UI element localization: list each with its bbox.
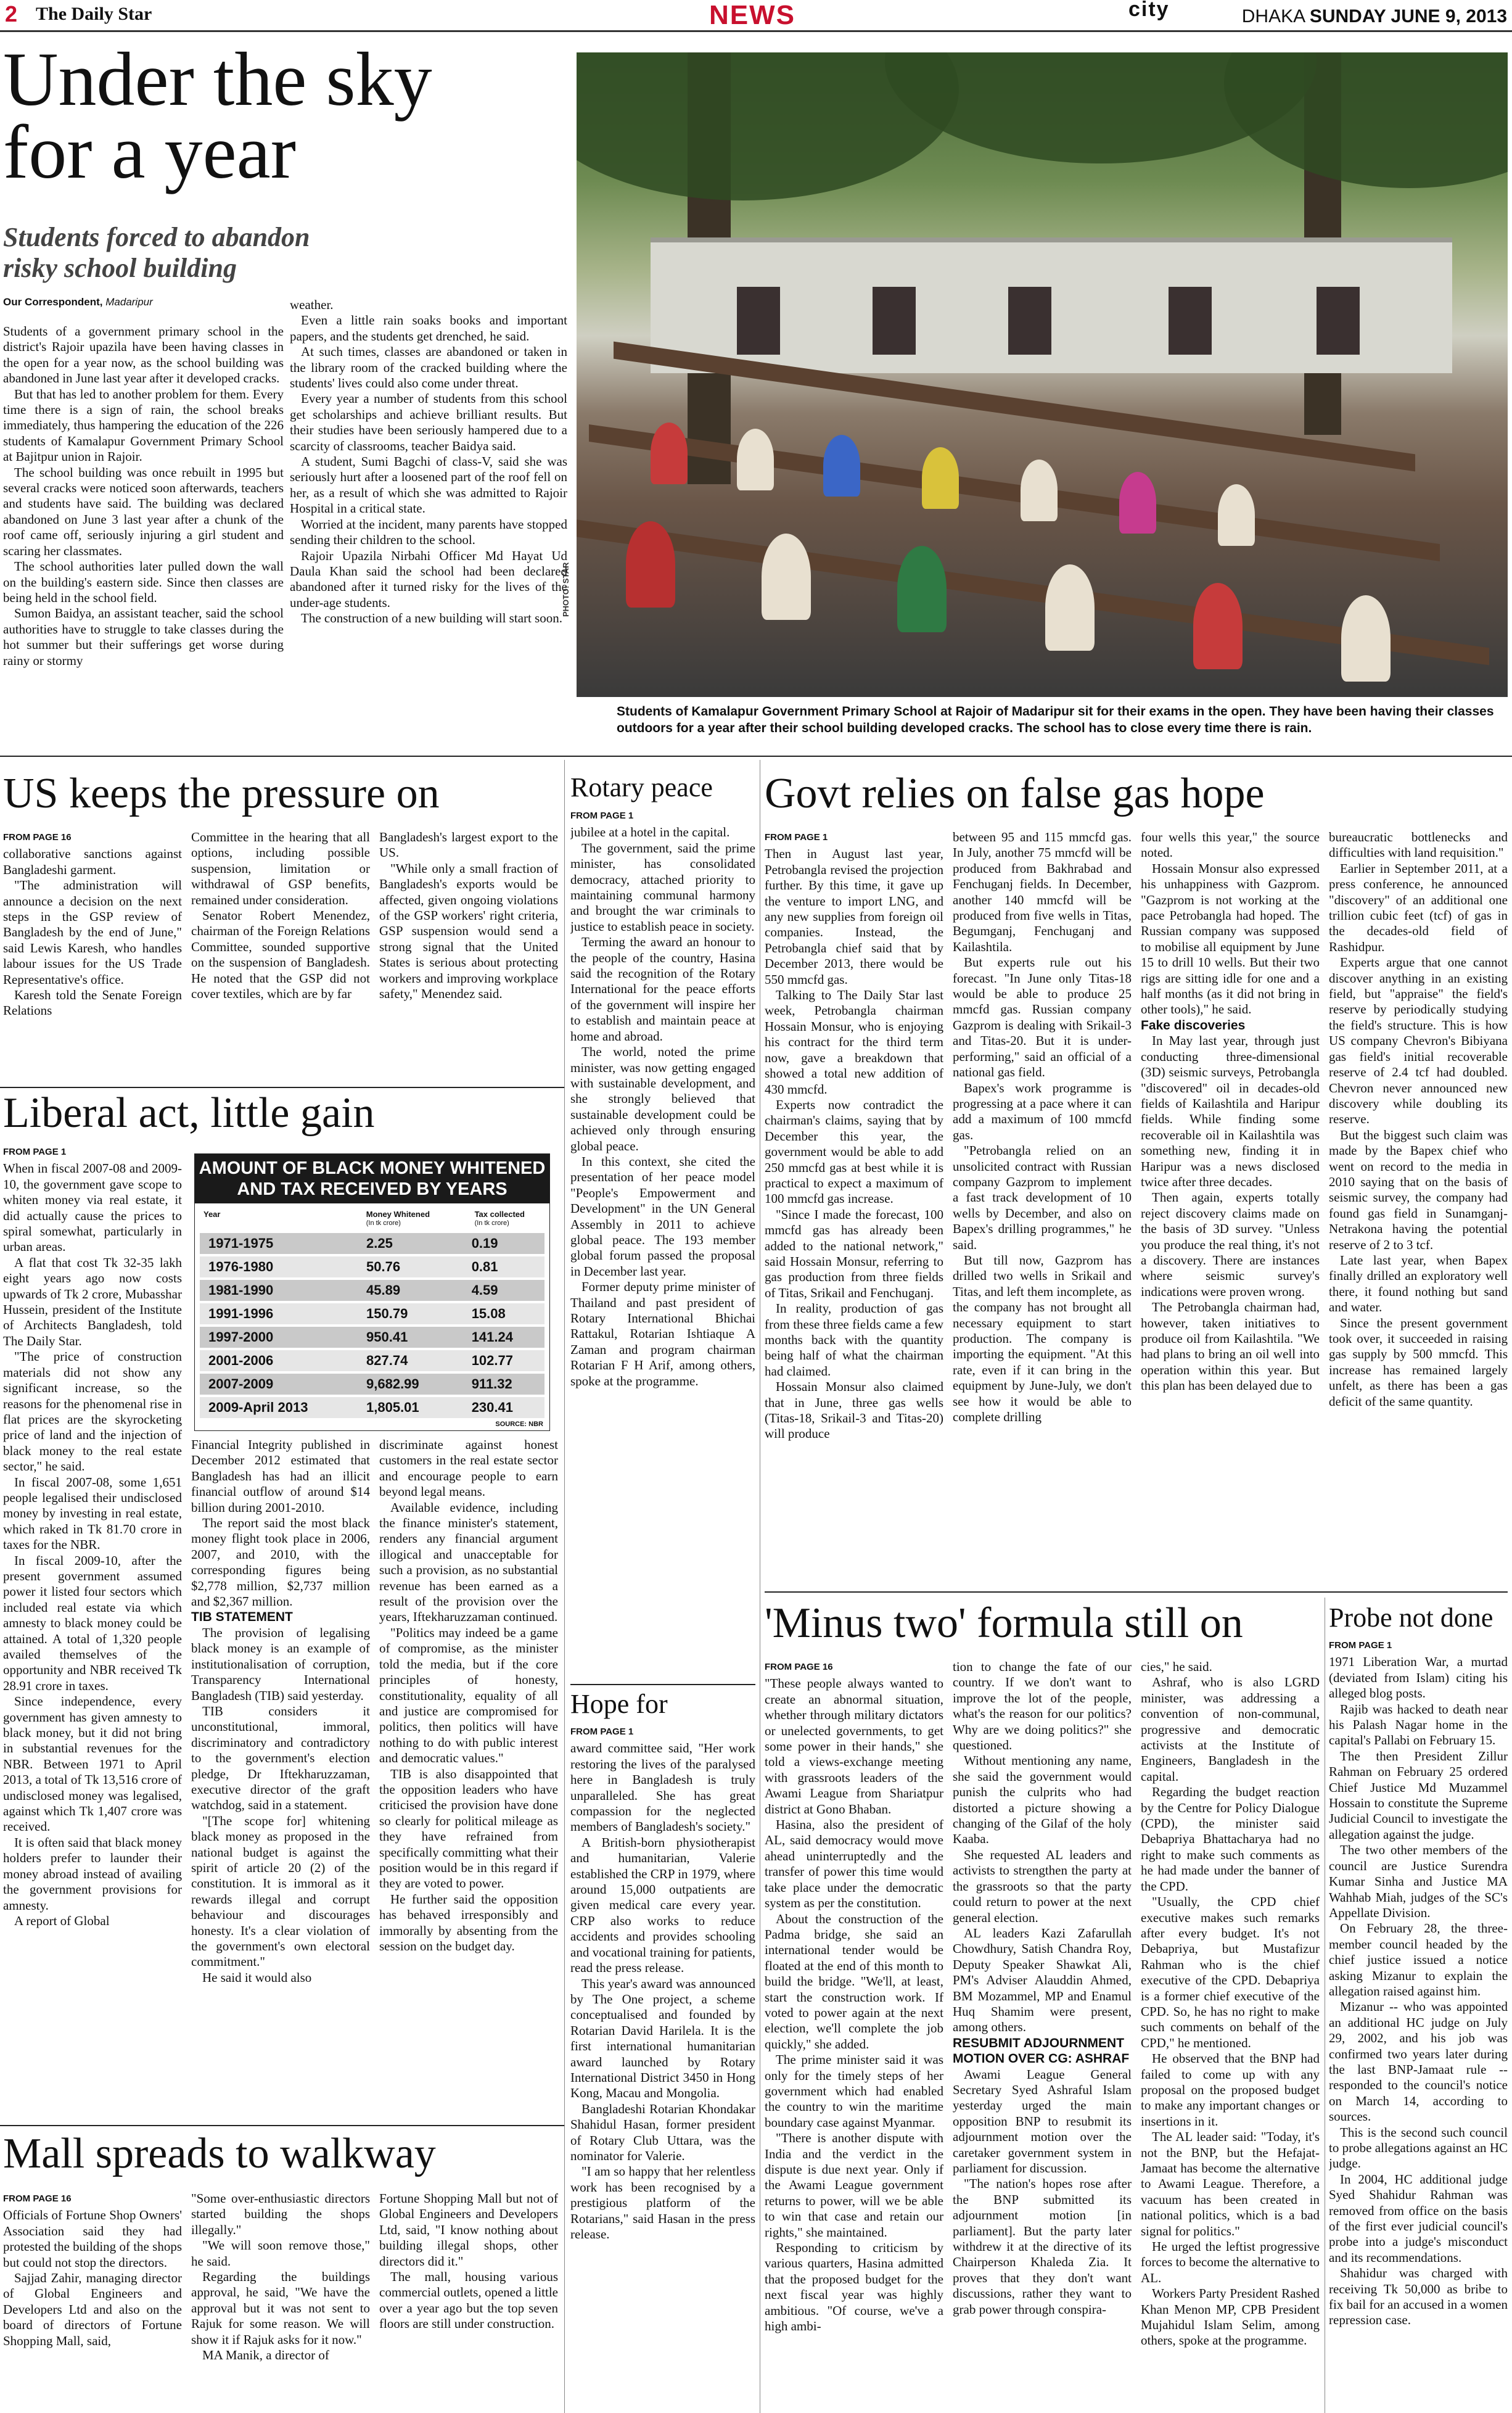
table-header	[195, 1203, 549, 1231]
paragraph: Since the present government took over, it succeeded in raising gas supply by 500 mmcfd. This increase has remained largely unfelt, as there has been a gas deficit of the same quantity.	[1329, 1315, 1508, 1409]
paragraph: The prime minister said it was only for the timely steps of her government which had enabled the country to win the maritime boundary case against Myanmar.	[765, 2052, 943, 2130]
paragraph: The AL leader said: "Today, it's not the BNP, but the Hefajat-Jamaat has become the alternative to Awami League. Therefore, a vacuum has been created in national politics, which is a bad signal for politics."	[1141, 2129, 1320, 2238]
paragraph: The Petrobangla chairman had, however, taken initiatives to produce oil from Kailashtila. "We had plans to bring an oil well into operation within this year. But this plan has been delayed due to	[1141, 1300, 1320, 1393]
probe-col	[1329, 1638, 1508, 2410]
paragraph: Regarding the buildings approval, he said, "We have the approval but it was not sent to Rajuk for some reason. We will show it if Rajuk asks for it now."	[191, 2269, 370, 2347]
gas-headline: Govt relies on false gas hope	[765, 770, 1265, 817]
paragraph: This year's award was announced by The One project, a scheme conceptualised and founded by Rotarian David Harilela. It is the first international humanitarian award launched by Rotary International District 3450 in Hong Kong, Macau and Mongolia.	[570, 1976, 755, 2101]
lead-deck: Students forced to abandon risky school building	[3, 222, 310, 283]
paragraph: A report of Global	[14, 1913, 110, 1928]
paragraph: Talking to The Daily Star last week, Petrobangla chairman Hossain Monsur, who is enjoying his contract for the third term now, gave a breakdown that showed a total new addition of 430 mmcfd.	[765, 988, 943, 1097]
gas-col2	[953, 830, 1132, 1588]
paragraph: "The nation's hopes rose after the BNP submitted its adjournment motion [in parliament]. But the party later withdrew it at the directive of its Chairperson Khaleda Zia. It proves that they don't want discussions, rather they want to grab power through conspira-	[953, 2176, 1132, 2317]
minus-headline: 'Minus two' formula still on	[765, 1599, 1243, 1647]
table-cell: 50.76	[366, 1259, 401, 1274]
paragraph: He further said the opposition has behaved irresponsibly and immorally by absenting from the session on the budget day.	[379, 1891, 558, 1953]
paragraph: He said it would also	[202, 1970, 312, 1985]
byline-name: Our Correspondent,	[3, 296, 103, 308]
paragraph: But till now, Gazprom has drilled two wells in Srikail and Titas, and left them incomplete, as the company has not brought all necessary equipment to start production. The company is importing the equipment. "At this rate, even if it can bring in the equipment by June-July, we don't see how it would be able to complete drilling	[953, 1252, 1132, 1425]
table-row	[200, 1327, 544, 1348]
paragraph: Financial Integrity published in December 2012 estimated that Bangladesh has had an illicit financial outflow of around $14 billion during 2001-2010.	[191, 1437, 370, 1515]
paragraph: Officials of Fortune Shop Owners' Association said they had protested the building of the shops but could not stop the directors.	[3, 2208, 182, 2270]
col-whitened: Money Whitened (In tk crore)	[366, 1210, 430, 1227]
us-col1	[3, 830, 182, 1092]
paragraph: Since independence, every government has given amnesty to black money, but it did not bring in substantial revenues for the NBR. Between 1971 to April 2013, a total of Tk 13,516 crore of undisclosed money was legalised, against which Tk 1,407 crore was received.	[3, 1694, 182, 1834]
us-col3	[379, 830, 558, 1092]
paragraph: In this context, she cited the presentation of her peace model "People's Empowerment and Development" in the UN General Assembly in 2011 to achieve global peace. The 193 member global forum passed the proposal in December last year.	[570, 1153, 755, 1279]
paragraph: "[The scope for] whitening black money as proposed in the national budget is against the spirit of article 20 (2) of the constitution. It is immoral as it rewards illegal and corrupt behaviour and discourages honesty. It's a clear violation of the government's own electoral commitment."	[191, 1813, 370, 1970]
paragraph: Bangladeshi Rotarian Khondakar Shahidul Hasan, former president of Rotary Club Uttara, was the nominator for Valerie.	[570, 2101, 755, 2163]
table-row	[200, 1397, 544, 1418]
rotary-col	[570, 808, 755, 1687]
paragraph: Rajoir Upazila Nirbahi Officer Md Hayat Ud Daula Khan said the school had been declared abandoned after it turned risky for the lives of the under-age students.	[290, 548, 567, 610]
hope-from: FROM PAGE 1	[570, 1726, 634, 1737]
byline-place: Madaripur	[105, 296, 153, 308]
table-cell: 15.08	[471, 1306, 506, 1321]
paragraph: Karesh told the Senate Foreign Relations	[3, 988, 182, 1018]
paragraph: Hossain Monsur also expressed his unhappiness with Gazprom. "Gazprom is not working at the pace Petrobangla had hoped. The Russian company was supposed to mobilise all equipment by June 15 to drill 10 wells. But their two rigs are sitting idle for one and a half months (as it did not bring in other tools)," he said.	[1141, 860, 1320, 1017]
paragraph: "We will soon remove those," he said.	[191, 2238, 370, 2269]
paragraph: Shahidur was charged with receiving Tk 50,000 as bribe to fix bail for an accused in a women repression case.	[1329, 2266, 1508, 2328]
paragraph: Regarding the budget reaction by the Centre for Policy Dialogue (CPD), the minister said Debapriya Bhattacharya had no right to make such comments as he had made under the banner of the CPD.	[1141, 1784, 1320, 1894]
paragraph: Bapex's work programme is progressing at a pace where it can add a maximum of 100 mmcfd gas.	[953, 1080, 1132, 1142]
paragraph: Then again, experts totally reject discovery claims made on the basis of 3D survey. "Unless you produce the real thing, it's not a discovery. There are instances where seismic survey's indications were proven wrong.	[1141, 1190, 1320, 1299]
liberal-col2	[191, 1437, 370, 2134]
paragraph: Fake discoveries	[1141, 1018, 1246, 1033]
paragraph: Former deputy prime minister of Thailand and past president of Rotary International Bhichai Rattakul, Rotarian Ishtiaque A Zaman and program chairman Rotarian F H Arif, among others, spoke at the programme.	[570, 1279, 755, 1388]
paragraph: In reality, production of gas from these three fields came a few months back with the quantity being half of what the chairman had claimed.	[765, 1301, 943, 1379]
location: DHAKA	[1241, 6, 1305, 27]
divider	[765, 1591, 1508, 1593]
paragraph: In May last year, through just conducting three-dimensional (3D) seismic surveys, Petrobangla "discovered" oil in decades-old fields of Kailashtila and Haripur fields. While finding some recoverable oil in Kailashtila was something new, finding it in Haripur was a news disclosed twice after three decades.	[1141, 1033, 1320, 1189]
paragraph: Awami League General Secretary Syed Ashraful Islam yesterday urged the main opposition BNP to resubmit its adjournment motion over the caretaker government system in parliament for discussion.	[953, 2066, 1132, 2176]
paragraph: weather.	[290, 297, 334, 312]
table-source: SOURCE: NBR	[495, 1421, 543, 1428]
table-cell: 2007-2009	[208, 1376, 274, 1392]
gas-col4	[1329, 830, 1508, 1588]
paragraph: A flat that cost Tk 32-35 lakh eight years ago now costs upwards of Tk 2 crore, Mubasshar Hussein, president of the Institute of Architects Bangladesh, told The Daily Star.	[3, 1255, 182, 1348]
table-cell: 4.59	[471, 1282, 498, 1298]
table-cell: 9,682.99	[366, 1376, 419, 1392]
paragraph: The school authorities later pulled down the wall on the building's eastern side. Since then classes are being held in the school field.	[3, 559, 284, 605]
divider	[0, 2125, 564, 2126]
paragraph: Experts now contradict the chairman's claims, saying that by December this year, the government would be able to add 250 mmcfd gas at best while it is practical to expect a maximum of 100 mmcfd gas increase.	[765, 1097, 943, 1206]
paragraph: "Politics may indeed be a game of compromise, as the minister told the media, but if the core principles of honesty, constitutionality, equality of all and justice are compromised for politics, then politics will have nothing to do with public interest and democratic values."	[379, 1625, 558, 1766]
paragraph: He urged the leftist progressive forces to become the alternative to AL.	[1141, 2239, 1320, 2285]
table-cell: 45.89	[366, 1282, 401, 1298]
paragraph: bureaucratic bottlenecks and difficulties with land requisition."	[1329, 830, 1508, 860]
table-row	[200, 1256, 544, 1277]
paragraph: But the biggest such claim was made by the Bapex chief who went on record to the media in 2010 saying that on the basis of seismic survey, the company had found gas field in Sunamganj-Netrakona having the potential reserve of 2 to 3 tcf.	[1329, 1127, 1508, 1252]
paragraph: "Some over-enthusiastic directors started building the shops illegally."	[191, 2191, 370, 2237]
hope-col	[570, 1724, 755, 2410]
paragraph: Mizanur -- who was appointed an additional HC judge on July 29, 2002, and his job was confirmed two years later during the last BNP-Jamaat rule -- responded to the council's notice on March 14, according to sources.	[1329, 1999, 1508, 2124]
table-cell: 2009-April 2013	[208, 1400, 308, 1415]
divider	[564, 760, 565, 2413]
table-cell: 911.32	[471, 1376, 512, 1392]
table-row	[200, 1233, 544, 1254]
table-row	[200, 1350, 544, 1371]
paragraph: discriminate against honest customers in the real estate sector and encourage people to earn beyond legal means.	[379, 1437, 558, 1499]
rotary-headline: Rotary peace	[570, 772, 713, 802]
paragraph: Worried at the incident, many parents have stopped sending their children to the school.	[290, 516, 567, 548]
paragraph: About the construction of the Padma bridge, she said an international tender would be floated at the end of this month to build the bridge. "We'll, at least, start the construction work. If voted to power again at the next election, we'll complete the job quickly," she added.	[765, 1911, 943, 2052]
liberal-col1	[3, 1144, 182, 2134]
paragraph: "Petrobangla relied on an unsolicited contract with Russian company Gazprom to implement a fast track development of 10 wells by December, and also on Bapex's drilling programmes," he said.	[953, 1143, 1132, 1252]
liberal-headline: Liberal act, little gain	[3, 1089, 375, 1137]
paragraph: The then President Zillur Rahman on February 25 ordered Chief Justice Md Muzammel Hossain to constitute the Supreme Judicial Council to investigate the allegation against the judge.	[1329, 1748, 1508, 1842]
paragraph: jubilee at a hotel in the capital.	[570, 825, 730, 840]
table-cell: 230.41	[471, 1400, 513, 1415]
paragraph: Every year a number of students from this school get scholarships and achieve brilliant results. But their studies have been seriously hampered due to a scarcity of classrooms, teacher Baidya said.	[290, 391, 567, 453]
black-money-table	[194, 1153, 550, 1431]
table-cell: 950.41	[366, 1329, 408, 1345]
table-cell: 1997-2000	[208, 1329, 274, 1345]
paragraph: Available evidence, including the finance minister's statement, renders any financial argument illogical and unacceptable for such a provision, as no substantial revenue has been earned as a result of the provision over the years, Iftekharuzzaman continued.	[379, 1499, 558, 1625]
paragraph: Sumon Baidya, an assistant teacher, said the school authorities have to struggle to take classes during the hot summer but their sufferings get worse during rainy or stormy	[3, 606, 284, 668]
paragraph: She requested AL leaders and activists to strengthen the party at the grassroots so that the party could return to power at the next general election.	[953, 1847, 1132, 1925]
us-col2	[191, 830, 370, 1092]
table-cell: 150.79	[366, 1306, 408, 1321]
date: SUNDAY JUNE 9, 2013	[1309, 6, 1507, 27]
paragraph: Without mentioning any name, she said the government would punish the culprits who had distorted a picture showing a changing of the Gilaf of the holy Kaaba.	[953, 1753, 1132, 1847]
table-cell: 0.81	[471, 1259, 498, 1274]
paragraph: Rajib was hacked to death near his Palash Nagar home in the capital's Pallabi on February 15.	[1329, 1701, 1508, 1748]
paragraph: When in fiscal 2007-08 and 2009-10, the government gave scope to whiten money via real estate, it did actually cause the prices to spiral somewhat, particularly in urban areas.	[3, 1161, 182, 1255]
paragraph: "The administration will announce a decision on the next steps in the GSP review of Bangladesh by the end of June," said Lewis Karesh, who handles labour issues for the US Trade Representative's office.	[3, 878, 182, 987]
probe-from: FROM PAGE 1	[1329, 1640, 1392, 1651]
minus-col1	[765, 1659, 943, 2410]
paragraph: It is often said that black money holders prefer to launder their money abroad instead of availing the government provisions for amnesty.	[3, 1834, 182, 1913]
paragraph: Workers Party President Rashed Khan Menon MP, CPB President Mujahidul Islam Selim, among others, spoke at the programme.	[1141, 2286, 1320, 2348]
paragraph: But that has led to another problem for them. Every time there is a sign of rain, the school breaks immediately, thus hampering the education of the 226 students of Kamalapur Government Primary School at Bajitpur union in Rajoir.	[3, 386, 284, 464]
table-row	[200, 1280, 544, 1301]
paragraph: between 95 and 115 mmcfd gas. In July, another 75 mmcfd will be produced from Bakhrabad and Fenchuganj fields. In December, another 140 mmcfd will be produced from five wells in Titas, Begumganj, Fenchuganj and Kailashtila.	[953, 830, 1132, 954]
lead-headline-line1: Under the sky	[3, 37, 432, 122]
paragraph: tion to change the fate of our country. If we don't want to improve the lot of the people, what's the reason for our politics? Why are we doing politics?" she questioned.	[953, 1659, 1132, 1753]
gas-col3	[1141, 830, 1320, 1588]
paragraph: TIB is also disappointed that the opposition leaders who have criticised the provision have done so clearly for political mileage as they have refrained from specifically committing what their position would be in this regard if they are voted to power.	[379, 1766, 558, 1891]
paragraph: The provision of legalising black money is an example of institutionalisation of corruption, Transparency International Bangladesh (TIB) said yesterday.	[191, 1625, 370, 1703]
paragraph: On February 28, the three-member council headed by the chief justice issued a notice asking Mizanur to explain the allegation raised against him.	[1329, 1921, 1508, 1998]
paragraph: Responding to criticism by various quarters, Hasina admitted that the proposed budget for the next fiscal year was highly ambitious. "Of course, we've a high ambi-	[765, 2240, 943, 2334]
paragraph: A student, Sumi Bagchi of class-V, said she was seriously hurt after a loosened part of the roof fell on her, as a result of which she was admitted to Rajoir Hospital in a critical state.	[290, 454, 567, 516]
us-from: FROM PAGE 16	[3, 832, 72, 843]
paragraph: AL leaders Kazi Zafarullah Chowdhury, Satish Chandra Roy, Deputy Speaker Shawkat Ali, PM's Adviser Alauddin Ahmed, BM Mozammel, MP and Enamul Huq Shamim were present, among others.	[953, 1925, 1132, 2035]
table-cell: 1976-1980	[208, 1259, 274, 1274]
paragraph: TIB considers it unconstitutional, immoral, discriminatory and contradictory to the government's election pledge, Dr Iftekharuzzaman, executive director of the graft watchdog, said in a statement.	[191, 1703, 370, 1813]
mall-from: FROM PAGE 16	[3, 2193, 72, 2204]
city-label: city	[1128, 0, 1170, 21]
us-headline: US keeps the pressure on	[3, 770, 440, 817]
paragraph: But experts rule out his forecast. "In June only Titas-18 would be able to produce 25 mmcfd gas. Russian company Gazprom is dealing with Srikail-3 and Titas-20. But it is under-performing," said an official of a national gas field.	[953, 955, 1132, 1080]
paragraph: Earlier in September 2011, at a press conference, he announced "discovery" of an additional one trillion cubic feet (tcf) of gas in the decades-old field of Rashidpur.	[1329, 860, 1508, 954]
minus-col2	[953, 1659, 1132, 2410]
paragraph: MA Manik, a director of	[202, 2348, 329, 2363]
table-cell: 1991-1996	[208, 1306, 274, 1321]
page-number: 2	[5, 1, 18, 27]
minus-col3	[1141, 1659, 1320, 2410]
table-cell: 102.77	[471, 1353, 513, 1368]
liberal-from: FROM PAGE 1	[3, 1147, 67, 1157]
table-cell: 1,805.01	[366, 1400, 419, 1415]
paragraph: four wells this year," the source noted.	[1141, 830, 1320, 860]
paragraph: Even a little rain soaks books and important papers, and the students get drenched, he said.	[290, 313, 567, 344]
liberal-col3	[379, 1437, 558, 2134]
paragraph: Then in August last year, Petrobangla revised the projection further. By this time, it gave up the venture to import LNG, and any new supplies from foreign oil companies. Instead, the Petrobangla chief said that by December 2013, there would be 550 mmcfd gas.	[765, 846, 943, 987]
col-year: Year	[203, 1210, 221, 1219]
paragraph: The mall, housing various commercial outlets, opened a little over a year ago but the top seven floors are still under construction.	[379, 2269, 558, 2332]
dateline	[1242, 6, 1507, 27]
table-title: AMOUNT OF BLACK MONEY WHITENED AND TAX RECEIVED BY YEARS	[195, 1154, 549, 1203]
paragraph: The construction of a new building will start soon.	[301, 611, 563, 626]
paragraph: Bangladesh's largest export to the US.	[379, 830, 558, 860]
lead-col2	[290, 297, 567, 753]
lead-col1	[3, 324, 284, 753]
paragraph: cies," he said.	[1141, 1659, 1212, 1674]
lead-headline-line2: for a year	[3, 110, 296, 194]
table-cell: 2.25	[366, 1235, 393, 1251]
paragraph: "Usually, the CPD chief executive makes such remarks after every budget. It's not Debapriya, but Mustafizur Rahman who is the chief executive of the CPD. Debapriya is a former chief executive of the CPD. So, he has no right to make such comments on behalf of the CPD," he mentioned.	[1141, 1894, 1320, 2050]
photo-credit: PHOTO: STAR	[561, 562, 570, 617]
lead-photo	[577, 52, 1508, 697]
table-cell: 1971-1975	[208, 1235, 274, 1251]
mall-headline: Mall spreads to walkway	[3, 2130, 436, 2177]
table-cell: 827.74	[366, 1353, 408, 1368]
section-label: NEWS	[709, 0, 795, 30]
paragraph: The report said the most black money flight took place in 2006, 2007, and 2010, with the corresponding figures being $2,778 million, $2,737 million and $2,367 million.	[191, 1516, 370, 1609]
divider	[0, 756, 1512, 757]
paragraph: The world, noted the prime minister, was now getting engaged with sustainable development, and she strongly believed that sustainable development could be achieved only through ensuring global peace.	[570, 1044, 755, 1153]
mall-col3	[379, 2191, 558, 2410]
paragraph: The two other members of the council are Justice Surendra Kumar Sinha and Justice MA Wahhab Miah, judges of the SC's Appellate Division.	[1329, 1842, 1508, 1920]
mall-col2	[191, 2191, 370, 2410]
paragraph: In fiscal 2007-08, some 1,651 people legalised their undisclosed money by investing in real estate, which raked in Tk 81.70 crore in taxes for the NBR.	[3, 1474, 182, 1553]
paragraph: This is the second such council to probe allegations against an HC judge.	[1329, 2124, 1508, 2171]
table-cell: 0.19	[471, 1235, 498, 1251]
paragraph: "These people always wanted to create an abnormal situation, whether through military dictators or unelected governments, to get some power in their hands," she told a views-exchange meeting with grassroots leaders of the Awami League from Shariatpur district at Gono Bhaban.	[765, 1676, 943, 1817]
paragraph: Terming the award an honour to the people of the country, Hasina said the recognition of the Rotary International for the peace efforts of the government will inspire her to establish and maintain peace at home and abroad.	[570, 934, 755, 1044]
paragraph: Students of a government primary school in the district's Rajoir upazila have been having classes in the open for a year now, as the school building was abandoned in June last year after it developed cracks.	[3, 324, 284, 386]
paragraph: A British-born physiotherapist and humanitarian, Valerie established the CRP in 1979, where around 15,000 outpatients are given medical care every year. CRP also works to reduce accidents and provides schooling and vocational training for patients, read the press release.	[570, 1834, 755, 1976]
paragraph: In fiscal 2009-10, after the present government assumed power it listed four sectors which included real estate via which amnesty to black money could be attained. A total of 1,320 people availed themselves of the opportunity and NBR received Tk 28.91 crore in taxes.	[3, 1553, 182, 1693]
paragraph: Committee in the hearing that all options, including possible suspension, limitation or withdrawal of GSP benefits, remained under consideration.	[191, 830, 370, 907]
paragraph: The school building was once rebuilt in 1995 but several cracks were noticed soon afterwards, teachers and students have said. The building was declared abandoned on June 3 last year after a chunk of the roof came off, seriously injuring a girl student and scaring her classmates.	[3, 464, 284, 558]
hope-headline: Hope for	[570, 1689, 668, 1719]
paragraph: "The price of construction materials did not show any significant increase, so the reasons for the phenomenal rise in flat prices are the skyrocketing price of land and the injection of black money to the real estate sector," he said.	[3, 1349, 182, 1474]
paragraph: Experts argue that one cannot discover anything in an existing field, but "appraise" the field's reserve by periodically studying the field's structure. This is how US company Chevron's Bibiyana gas field's initial recoverable reserve of 2.4 tcf had doubled. Chevron never announced new discovery while doubling its reserve.	[1329, 955, 1508, 1127]
gas-col1	[765, 830, 943, 1588]
paragraph: TIB STATEMENT	[191, 1610, 293, 1625]
table-row	[200, 1303, 544, 1324]
probe-headline: Probe not done	[1329, 1602, 1494, 1633]
paragraph: collaborative sanctions against Bangladeshi garment.	[3, 846, 182, 877]
masthead	[0, 0, 1512, 32]
table-cell: 1981-1990	[208, 1282, 274, 1298]
paragraph: "I am so happy that her relentless work has been recognised by a prestigious platform of the Rotarians," said Hasan in the press release.	[570, 2164, 755, 2242]
paragraph: Fortune Shopping Mall but not of Global Engineers and Developers Ltd, said, "I know nothing about building illegal shops, other directors did it."	[379, 2191, 558, 2269]
photo-caption: Students of Kamalapur Government Primary School at Rajoir of Madaripur sit for their exams in the open. They have been having their classes outdoors for a year after their school building developed cracks. The school has to close every time there is rain.	[617, 704, 1494, 735]
paragraph: The government, said the prime minister, has consolidated democracy, attached priority to maintaining communal harmony and brought the war criminals to justice to establish peace in society.	[570, 840, 755, 934]
gas-from: FROM PAGE 1	[765, 832, 828, 843]
paragraph: Ashraf, who is also LGRD minister, was addressing a convention of non-communal, progressive and democratic activists at the Institute of Engineers, Bangladesh in the capital.	[1141, 1675, 1320, 1784]
paragraph: "Since I made the forecast, 100 mmcfd gas has already been added to the national network," said Hossain Monsur, referring to gas production from three fields of Titas, Srikail and Fenchuganj.	[765, 1206, 943, 1300]
divider	[570, 1684, 755, 1685]
minus-from: FROM PAGE 16	[765, 1662, 833, 1672]
rotary-from: FROM PAGE 1	[570, 811, 634, 821]
table-cell: 2001-2006	[208, 1353, 274, 1368]
paragraph: Late last year, when Bapex finally drilled an exploratory well there, it found nothing but sand and water.	[1329, 1252, 1508, 1315]
paper-name: The Daily Star	[36, 4, 152, 24]
col-tax: Tax collected (In tk crore)	[474, 1210, 525, 1227]
paragraph: In 2004, HC additional judge Syed Shahidur Rahman was removed from office on the basis of the first ever judicial council's probe into a judge's misconduct and its recommendations.	[1329, 2171, 1508, 2265]
paragraph: At such times, classes are abandoned or taken in the library room of the cracked building where the students' lives could also come under threat.	[290, 344, 567, 391]
lead-headline	[3, 37, 570, 194]
paragraph: Hossain Monsur also claimed that in June, three gas wells (Titas-18, Srikail-3 and Titas-20) will produce	[765, 1379, 943, 1442]
paragraph: "While only a small fraction of Bangladesh's exports would be affected, given ongoing violations of the GSP workers' right criteria, GSP suspension would send a strong signal that the United States is serious about protecting workers and improving workplace safety," Menendez said.	[379, 860, 558, 1002]
divider	[0, 1087, 564, 1088]
paragraph: Hasina, also the president of AL, said democracy would move ahead uninterruptedly and the transfer of power this time would take place under the democratic system as per the constitution.	[765, 1817, 943, 1911]
paragraph: "There is another dispute with India and the verdict in the dispute is due next year. Only if the Awami League government returns to power, will we be able to win that case and retain our rights," she maintained.	[765, 2130, 943, 2240]
paragraph: Sajjad Zahir, managing director of Global Engineers and Developers Ltd and also on the board of directors of Fortune Shopping Mall, said,	[3, 2271, 182, 2348]
paragraph: 1971 Liberation War, a murtad (deviated from Islam) citing his alleged blog posts.	[1329, 1654, 1508, 1701]
paragraph: award committee said, "Her work restoring the lives of the paralysed here in Bangladesh is truly unparalleled. She has great compassion for the neglected members of Bangladesh's society."	[570, 1741, 755, 1834]
table-body	[195, 1233, 549, 1418]
table-cell: 141.24	[471, 1329, 513, 1345]
paragraph: RESUBMIT ADJOURNMENT MOTION OVER CG: ASHRAF	[953, 2036, 1130, 2066]
mall-col1	[3, 2191, 182, 2410]
table-row	[200, 1374, 544, 1395]
paragraph: Senator Robert Menendez, chairman of the Foreign Relations Committee, sounded supportive on the suspension of Bangladesh. He noted that the GSP did not cover textiles, which are by far	[191, 908, 370, 1002]
paragraph: He observed that the BNP had failed to come up with any proposal on the proposed budget to make any important changes or insertions in it.	[1141, 2051, 1320, 2129]
